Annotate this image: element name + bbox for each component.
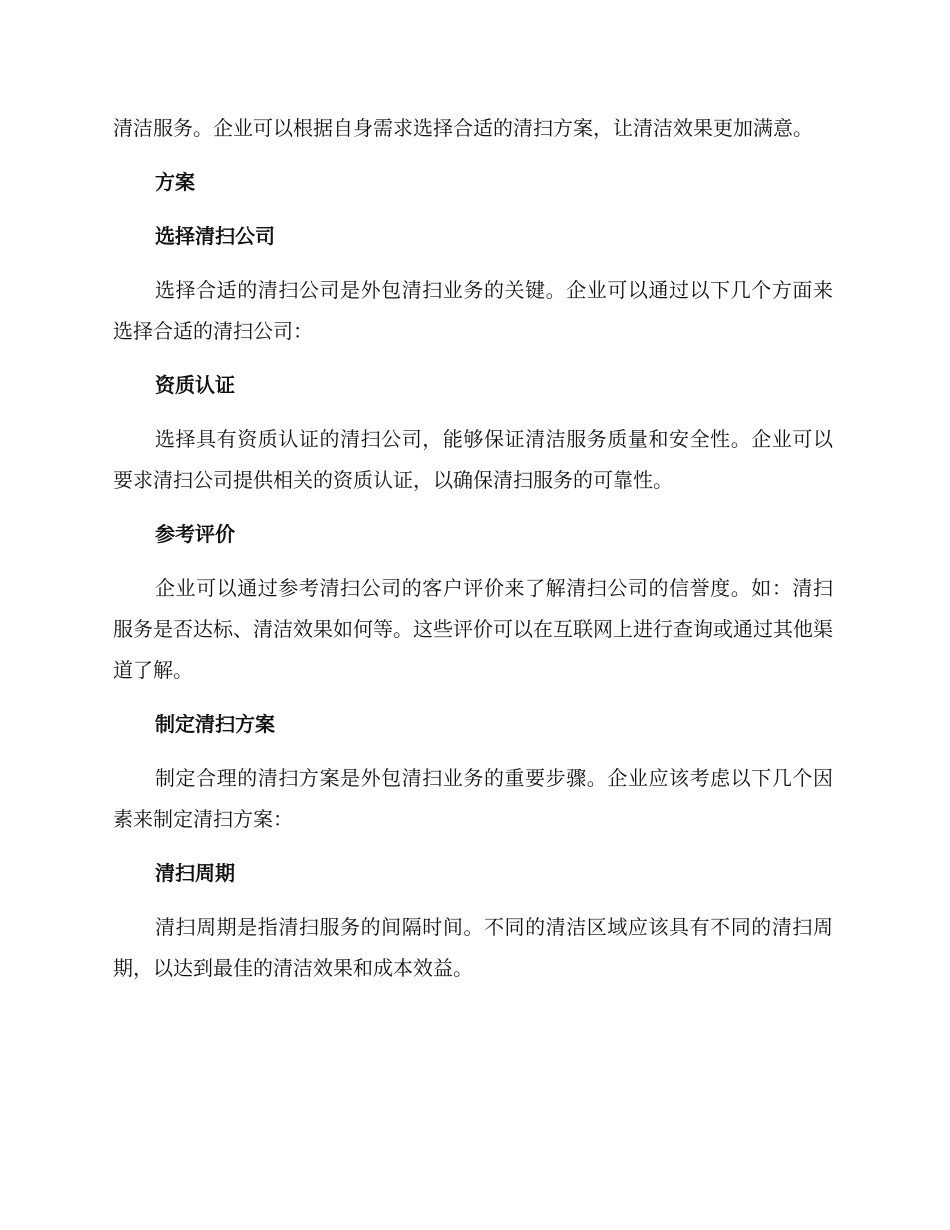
heading-reviews: 参考评价: [155, 522, 235, 546]
paragraph-certification: 选择具有资质认证的清扫公司，能够保证清洁服务质量和安全性。企业可以要求清扫公司提供相关的资质认证，以确保清扫服务的可靠性。: [113, 427, 833, 492]
paragraph-reviews: 企业可以通过参考清扫公司的客户评价来了解清扫公司的信誉度。如：清扫服务是否达标、清洁效果如何等。这些评价可以在互联网上进行查询或通过其他渠道了解。: [113, 576, 833, 682]
heading-choose-company: 选择清扫公司: [155, 224, 275, 248]
heading-make-plan: 制定清扫方案: [155, 712, 275, 736]
paragraph-intro: 清洁服务。企业可以根据自身需求选择合适的清扫方案，让清洁效果更加满意。: [113, 116, 813, 140]
heading-certification: 资质认证: [155, 373, 235, 397]
heading-plan: 方案: [155, 170, 195, 194]
heading-cleaning-cycle: 清扫周期: [155, 861, 235, 885]
paragraph-make-plan: 制定合理的清扫方案是外包清扫业务的重要步骤。企业应该考虑以下几个因素来制定清扫方案：: [113, 766, 833, 831]
document-body: [113, 108, 833, 1002]
paragraph-choose-company: 选择合适的清扫公司是外包清扫业务的关键。企业可以通过以下几个方面来选择合适的清扫公司：: [113, 278, 833, 343]
paragraph-cleaning-cycle: 清扫周期是指清扫服务的间隔时间。不同的清洁区域应该具有不同的清扫周期，以达到最佳的清洁效果和成本效益。: [113, 915, 833, 980]
